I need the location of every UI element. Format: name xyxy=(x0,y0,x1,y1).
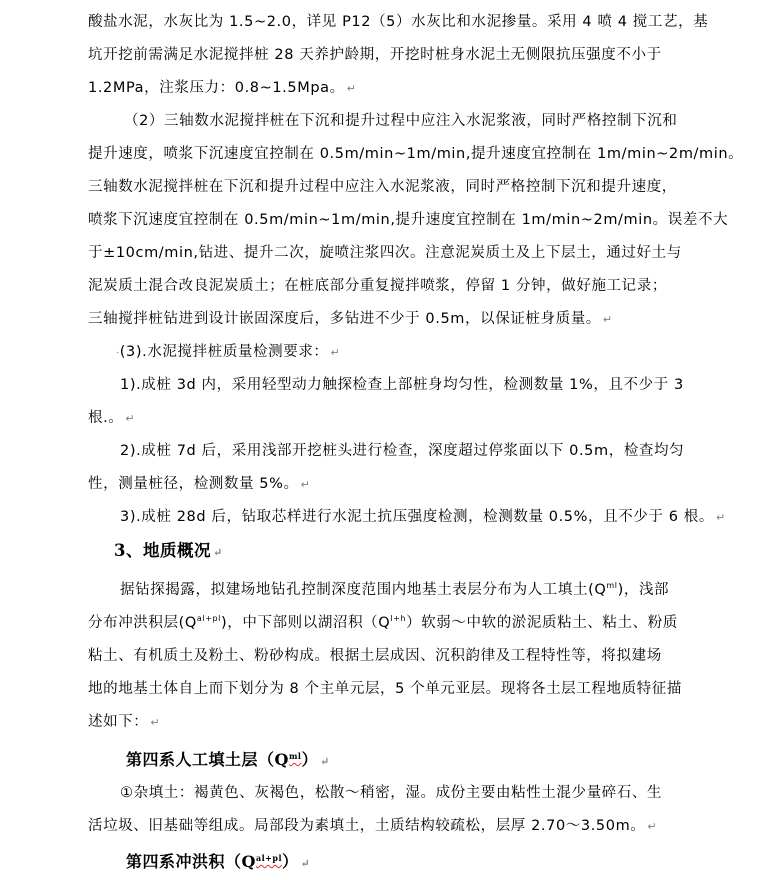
paragraph-mark: ↵ xyxy=(300,478,311,491)
paragraph-mark: ↵ xyxy=(602,313,613,326)
paragraph-mark: ↵ xyxy=(319,755,330,768)
text-line: 1).成桩 3d 内，采用轻型动力触探检查上部桩身均匀性，检测数量 1%，且不少于 3 xyxy=(120,377,684,393)
text-line: 1.2MPa，注浆压力：0.8~1.5Mpa。 ↵ xyxy=(88,80,357,96)
text-line: 喷浆下沉速度宜控制在 0.5m/min~1m/min,提升速度宜控制在 1m/min~2m/min。误差不大 xyxy=(88,212,729,228)
text-line: 活垃圾、旧基础等组成。局部段为素填土，土质结构较疏松，层厚 2.70～3.50m。 ↵ xyxy=(88,818,658,834)
paragraph-mark: ↵ xyxy=(647,820,658,833)
paragraph-mark: ↵ xyxy=(125,412,136,425)
text-line: 酸盐水泥，水灰比为 1.5~2.0，详见 P12（5）水灰比和水泥掺量。采用 4 喷 4 搅工艺，基 xyxy=(88,14,709,30)
text-line: 地的地基土体自上而下划分为 8 个主单元层，5 个单元亚层。现将各土层工程地质特征描 xyxy=(88,681,682,697)
text-line: 3).成桩 28d 后，钻取芯样进行水泥土抗压强度检测，检测数量 0.5%，且不少于 6 根。 ↵ xyxy=(120,509,726,525)
text-line: 泥炭质土混合改良泥炭质土；在桩底部分重复搅拌喷浆，停留 1 分钟，做好施工记录； xyxy=(88,278,667,294)
text-line: 粘土、有机质土及粉土、粉砂构成。根据土层成因、沉积韵律及工程特性等，将拟建场 xyxy=(88,648,662,664)
text-line: 根.。 ↵ xyxy=(88,410,136,426)
paragraph-mark: ↵ xyxy=(715,511,726,524)
text-line: 性，测量桩径，检测数量 5%。 ↵ xyxy=(88,476,311,492)
text-line: （2）三轴数水泥搅拌桩在下沉和提升过程中应注入水泥浆液，同时严格控制下沉和 xyxy=(124,113,678,129)
paragraph-mark: ↵ xyxy=(212,546,223,559)
text-line: 三轴搅拌桩钻进到设计嵌固深度后，多钻进不少于 0.5m，以保证桩身质量。 ↵ xyxy=(88,311,613,327)
paragraph-mark: ↵ xyxy=(300,857,311,870)
section-heading: 3、地质概况 ↵ xyxy=(114,541,223,560)
subsection-heading: 第四系冲洪积$(Q^{al+pl})$ ↵ xyxy=(126,852,311,871)
subsection-heading: 第四系人工填土层$(Q^{ml})$ ↵ xyxy=(126,750,330,769)
paragraph-mark: ↵ xyxy=(150,716,161,729)
anchor-dot-icon: · xyxy=(116,348,120,359)
text-line: 述如下： ↵ xyxy=(88,714,161,730)
text-line: 据钻探揭露，拟建场地钻孔控制深度范围内地基土表层分布为人工填土$(Q^{ml})$，浅部 xyxy=(120,581,670,598)
text-line: 三轴数水泥搅拌桩在下沉和提升过程中应注入水泥浆液，同时严格控制下沉和提升速度， xyxy=(88,179,677,195)
text-line: 提升速度，喷浆下沉速度宜控制在 0.5m/min~1m/min,提升速度宜控制在 1m/min~2m/min。 xyxy=(88,146,744,162)
text-line: 分布冲洪积层$(Q^{al+pl})$，中下部则以湖沼积$(Q^{l+h})$软弱～中软的淤泥质粘土、粘土、粉质 xyxy=(88,614,678,631)
text-line: 于±10cm/min,钻进、提升二次，旋喷注浆四次。注意泥炭质土及上下层土，通过好土与 xyxy=(88,245,682,261)
text-line: ·(3).水泥搅拌桩质量检测要求： ↵ xyxy=(116,344,341,360)
text-line: ①杂填土：褐黄色、灰褐色，松散～稍密，湿。成份主要由粘性土混少量碎石、生 xyxy=(120,785,663,801)
paragraph-mark: ↵ xyxy=(346,82,357,95)
text-line: 坑开挖前需满足水泥搅拌桩 28 天养护龄期，开挖时桩身水泥土无侧限抗压强度不小于 xyxy=(88,47,662,63)
text-line: 2).成桩 7d 后，采用浅部开挖桩头进行检查，深度超过停浆面以下 0.5m，检查均匀 xyxy=(120,443,685,459)
paragraph-mark: ↵ xyxy=(330,346,341,359)
